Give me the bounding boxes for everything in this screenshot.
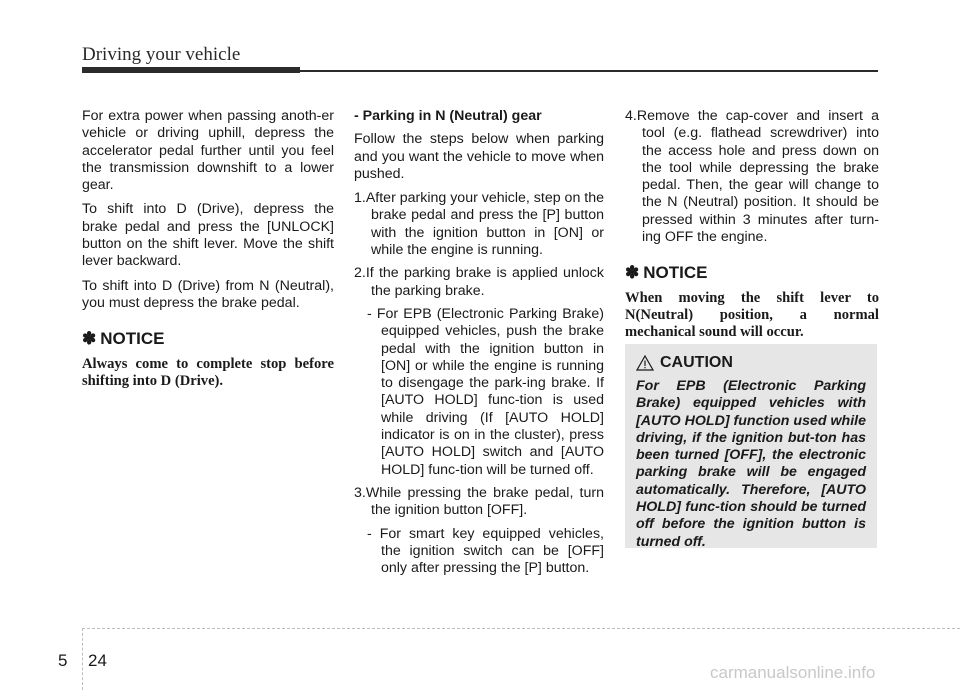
header-rule-thick bbox=[82, 67, 300, 73]
notice-text-right: When moving the shift lever to N(Neutral) position, a normal mechanical sound will occur. bbox=[625, 289, 879, 340]
caution-box bbox=[625, 344, 877, 548]
section-heading-parking-neutral: - Parking in N (Neutral) gear bbox=[354, 108, 542, 124]
notice-heading-right bbox=[625, 264, 879, 281]
section-number: 5 bbox=[58, 651, 68, 670]
step-1: 1.After parking your vehicle, step on the brake pedal and press the [P] button with the ignition button in [ON] or while the engine is running. bbox=[354, 190, 604, 259]
column-middle bbox=[354, 108, 604, 583]
notice-mark-icon: ✽ bbox=[82, 329, 97, 349]
footer-horizontal-line bbox=[82, 628, 960, 629]
header-rule-thin bbox=[300, 70, 878, 72]
warning-triangle-icon bbox=[636, 355, 654, 371]
page-number: 24 bbox=[88, 651, 107, 670]
page-header-title: Driving your vehicle bbox=[82, 44, 241, 65]
step-4: 4.Remove the cap-cover and insert a tool (e.g. flathead screwdriver) into the access hole and press down on the tool while depressing the brake pedal. Then, the gear will change to the N (Neutral) position. It should be pressed within 3 minutes after turn-ing OFF the engine. bbox=[625, 108, 879, 246]
paragraph-intro: Follow the steps below when parking and you want the vehicle to move when pushed. bbox=[354, 131, 604, 182]
notice-heading bbox=[82, 330, 334, 347]
caution-title: CAUTION bbox=[660, 354, 733, 371]
column-right bbox=[625, 108, 879, 341]
paragraph-drive-from-neutral: To shift into D (Drive) from N (Neutral), you must depress the brake pedal. bbox=[82, 277, 334, 311]
footer-vertical-line bbox=[82, 628, 83, 690]
step-3: 3.While pressing the brake pedal, turn the ignition button [OFF]. bbox=[354, 484, 604, 519]
watermark: carmanualsonline.info bbox=[710, 663, 876, 682]
notice-text: Always come to complete stop before shifting into D (Drive). bbox=[82, 355, 334, 389]
column-left bbox=[82, 108, 334, 390]
notice-mark-icon: ✽ bbox=[625, 263, 640, 283]
caution-heading bbox=[636, 354, 866, 372]
caution-text: For EPB (Electronic Parking Brake) equipped vehicles with [AUTO HOLD] function used while driving, if the ignition but-ton has been turned [OFF], the electronic parking brake will be engaged automatically. Therefore, [AUTO HOLD] func-tion should be turned off before the ignition button is turned off. bbox=[636, 378, 866, 550]
paragraph-passing-power: For extra power when passing anoth-er vehicle or driving uphill, depress the accelerator pedal further until you feel the transmission downshift to a lower gear. bbox=[82, 108, 334, 194]
paragraph-shift-into-drive: To shift into D (Drive), depress the brake pedal and press the [UNLOCK] button on the shift lever. Move the shift lever backward. bbox=[82, 201, 334, 270]
notice-title: NOTICE bbox=[643, 263, 708, 283]
step-3-sub: - For smart key equipped vehicles, the ignition switch can be [OFF] only after pressing the [P] button. bbox=[367, 525, 604, 577]
step-2: 2.If the parking brake is applied unlock the parking brake. bbox=[354, 265, 604, 299]
step-2-sub: - For EPB (Electronic Parking Brake) equipped vehicles, push the brake pedal with the ignition button in [ON] or while the engine is running to disengage the park-ing brake. If [AUTO HOLD] func-tion is used while driving (If [AUTO HOLD] indicator is on in the cluster), press [AUTO HOLD] switch and [AUTO HOLD] func-tion will be turned off. bbox=[367, 305, 604, 478]
notice-title: NOTICE bbox=[100, 329, 165, 349]
